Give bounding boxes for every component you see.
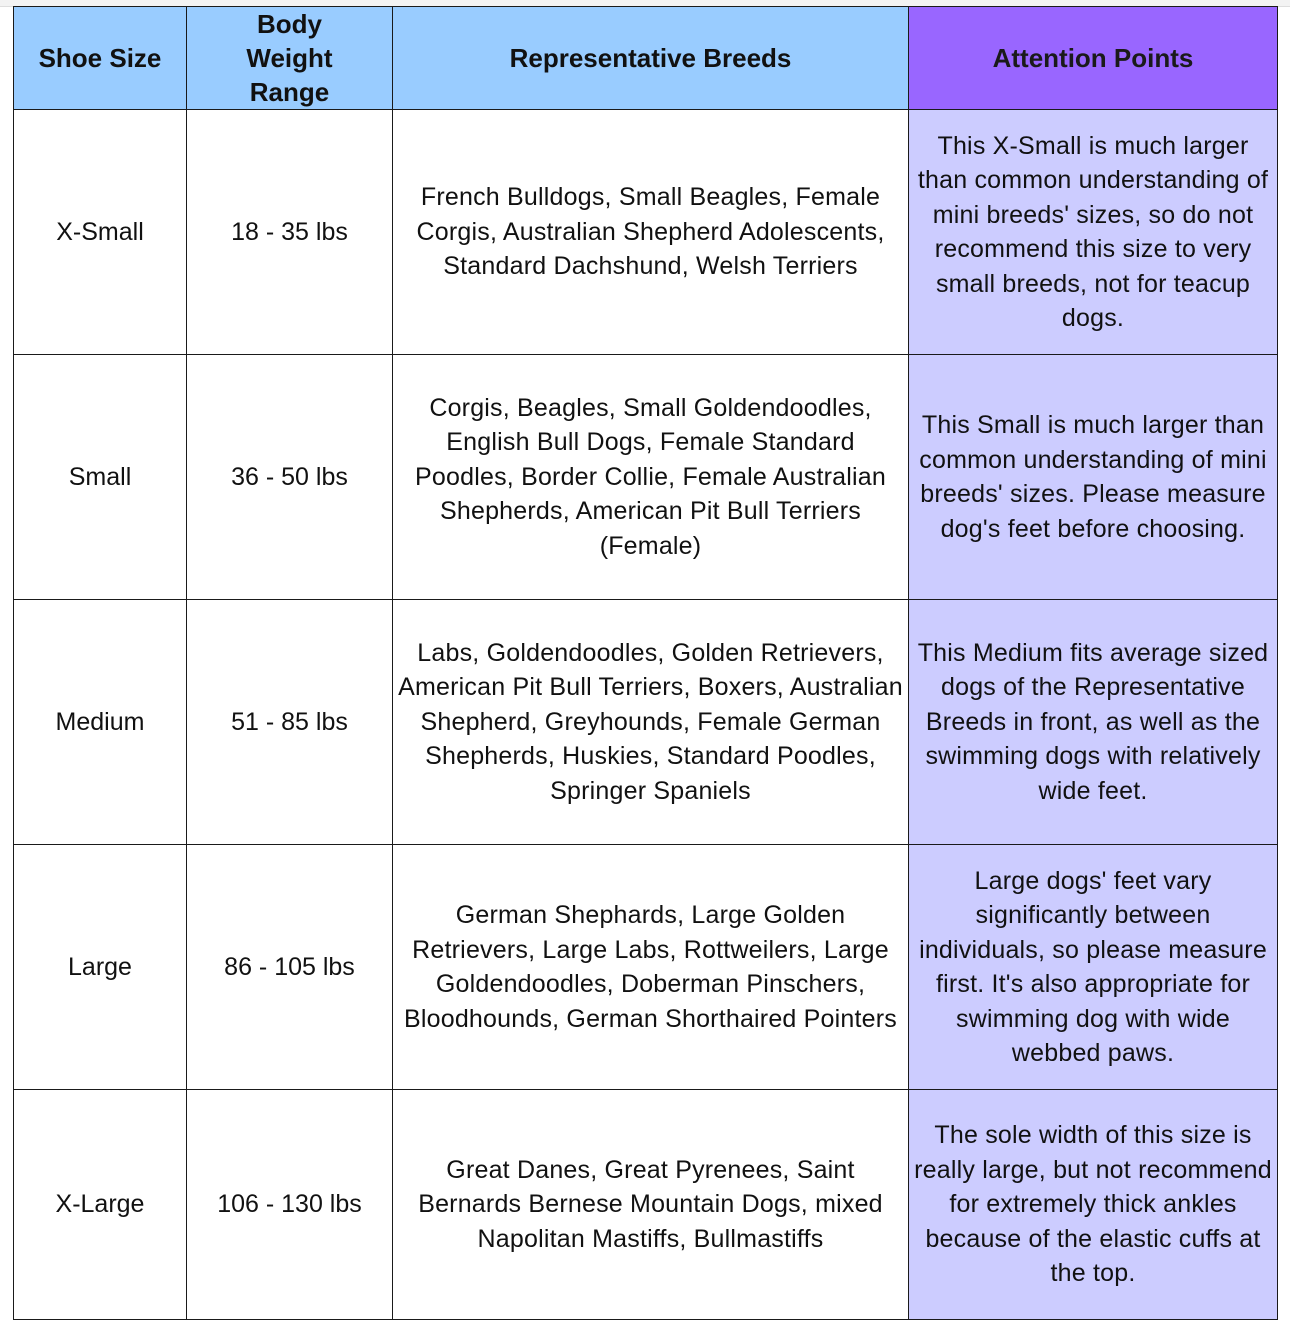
weight-cell: 51 - 85 lbs xyxy=(187,600,393,845)
attention-cell: This X-Small is much larger than common understanding of mini breeds' sizes, so do not recommend this size to very small breeds, not for teacup dogs. xyxy=(909,110,1278,355)
header-weight-range: Body Weight Range xyxy=(187,7,393,110)
attention-cell: Large dogs' feet vary significantly between individuals, so please measure first. It's also appropriate for swimming dog with wide webbed paws. xyxy=(909,845,1278,1090)
attention-cell: This Small is much larger than common understanding of mini breeds' sizes. Please measure dog's feet before choosing. xyxy=(909,355,1278,600)
header-shoe-size: Shoe Size xyxy=(14,7,187,110)
table-row xyxy=(14,1090,1278,1320)
breeds-cell: Corgis, Beagles, Small Goldendoodles, English Bull Dogs, Female Standard Poodles, Border Collie, Female Australian Shepherds, American Pit Bull Terriers (Female) xyxy=(393,355,909,600)
breeds-cell: Great Danes, Great Pyrenees, Saint Bernards Bernese Mountain Dogs, mixed Napolitan Mastiffs, Bullmastiffs xyxy=(393,1090,909,1320)
size-cell: X-Small xyxy=(14,110,187,355)
shoe-size-table xyxy=(13,6,1278,1320)
header-attention-points: Attention Points xyxy=(909,7,1278,110)
weight-cell: 86 - 105 lbs xyxy=(187,845,393,1090)
table-row xyxy=(14,110,1278,355)
size-cell: X-Large xyxy=(14,1090,187,1320)
header-breeds: Representative Breeds xyxy=(393,7,909,110)
table-row xyxy=(14,355,1278,600)
header-row xyxy=(14,7,1278,110)
attention-cell: The sole width of this size is really large, but not recommend for extremely thick ankles because of the elastic cuffs at the top. xyxy=(909,1090,1278,1320)
size-cell: Large xyxy=(14,845,187,1090)
table-row xyxy=(14,600,1278,845)
weight-cell: 106 - 130 lbs xyxy=(187,1090,393,1320)
weight-cell: 36 - 50 lbs xyxy=(187,355,393,600)
size-cell: Medium xyxy=(14,600,187,845)
breeds-cell: German Shephards, Large Golden Retrievers, Large Labs, Rottweilers, Large Goldendoodles, Doberman Pinschers, Bloodhounds, German Shorthaired Pointers xyxy=(393,845,909,1090)
weight-cell: 18 - 35 lbs xyxy=(187,110,393,355)
table-row xyxy=(14,845,1278,1090)
attention-cell: This Medium fits average sized dogs of the Representative Breeds in front, as well as the swimming dogs with relatively wide feet. xyxy=(909,600,1278,845)
size-cell: Small xyxy=(14,355,187,600)
breeds-cell: Labs, Goldendoodles, Golden Retrievers, American Pit Bull Terriers, Boxers, Australian Shepherd, Greyhounds, Female German Shepherds, Huskies, Standard Poodles, Springer Spaniels xyxy=(393,600,909,845)
breeds-cell: French Bulldogs, Small Beagles, Female Corgis, Australian Shepherd Adolescents, Standard Dachshund, Welsh Terriers xyxy=(393,110,909,355)
